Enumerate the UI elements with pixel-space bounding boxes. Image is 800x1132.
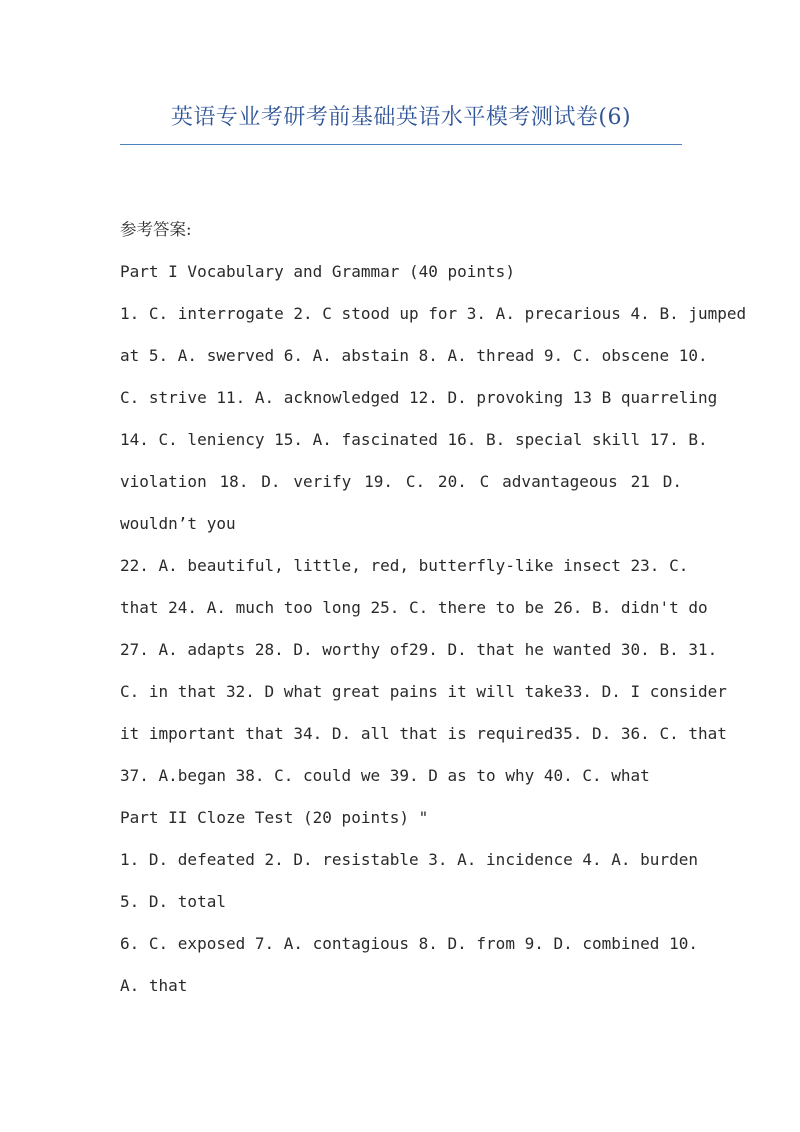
part2-line: 1. D. defeated 2. D. resistable 3. A. incidence 4. A. burden	[120, 850, 698, 869]
part1-line: it important that 34. D. all that is required35. D. 36. C. that	[120, 724, 727, 743]
title-underline	[120, 144, 682, 145]
answer-heading: 参考答案:	[120, 220, 192, 239]
part1-line: 27. A. adapts 28. D. worthy of29. D. that he wanted 30. B. 31.	[120, 640, 718, 659]
part1-line: C. in that 32. D what great pains it will take33. D. I consider	[120, 682, 727, 701]
part2-line: 5. D. total	[120, 892, 226, 911]
part2-line: A. that	[120, 976, 188, 995]
part1-line: that 24. A. much too long 25. C. there to be 26. B. didn't do	[120, 598, 708, 617]
part2-heading: Part II Cloze Test (20 points) "	[120, 808, 429, 827]
answer-body	[120, 214, 747, 1012]
part1-line: 1. C. interrogate 2. C stood up for 3. A. precarious 4. B. jumped	[120, 304, 747, 323]
part1-line: wouldn’t you	[120, 514, 236, 533]
part1-line: 37. A.began 38. C. could we 39. D as to why 40. C. what	[120, 766, 650, 785]
part1-line: at 5. A. swerved 6. A. abstain 8. A. thread 9. C. obscene 10.	[120, 346, 708, 365]
part1-heading: Part I Vocabulary and Grammar (40 points)	[120, 262, 515, 281]
part1-line: 14. C. leniency 15. A. fascinated 16. B. special skill 17. B.	[120, 430, 708, 449]
part2-line: 6. C. exposed 7. A. contagious 8. D. from 9. D. combined 10.	[120, 934, 698, 953]
document-title: 英语专业考研考前基础英语水平模考测试卷(6)	[170, 105, 632, 130]
part1-line: 22. A. beautiful, little, red, butterfly-like insect 23. C.	[120, 556, 689, 575]
part1-line: C. strive 11. A. acknowledged 12. D. provoking 13 B quarreling	[120, 388, 718, 407]
part1-line: violation 18. D. verify 19. C. 20. C advantageous 21 D.	[120, 472, 682, 491]
